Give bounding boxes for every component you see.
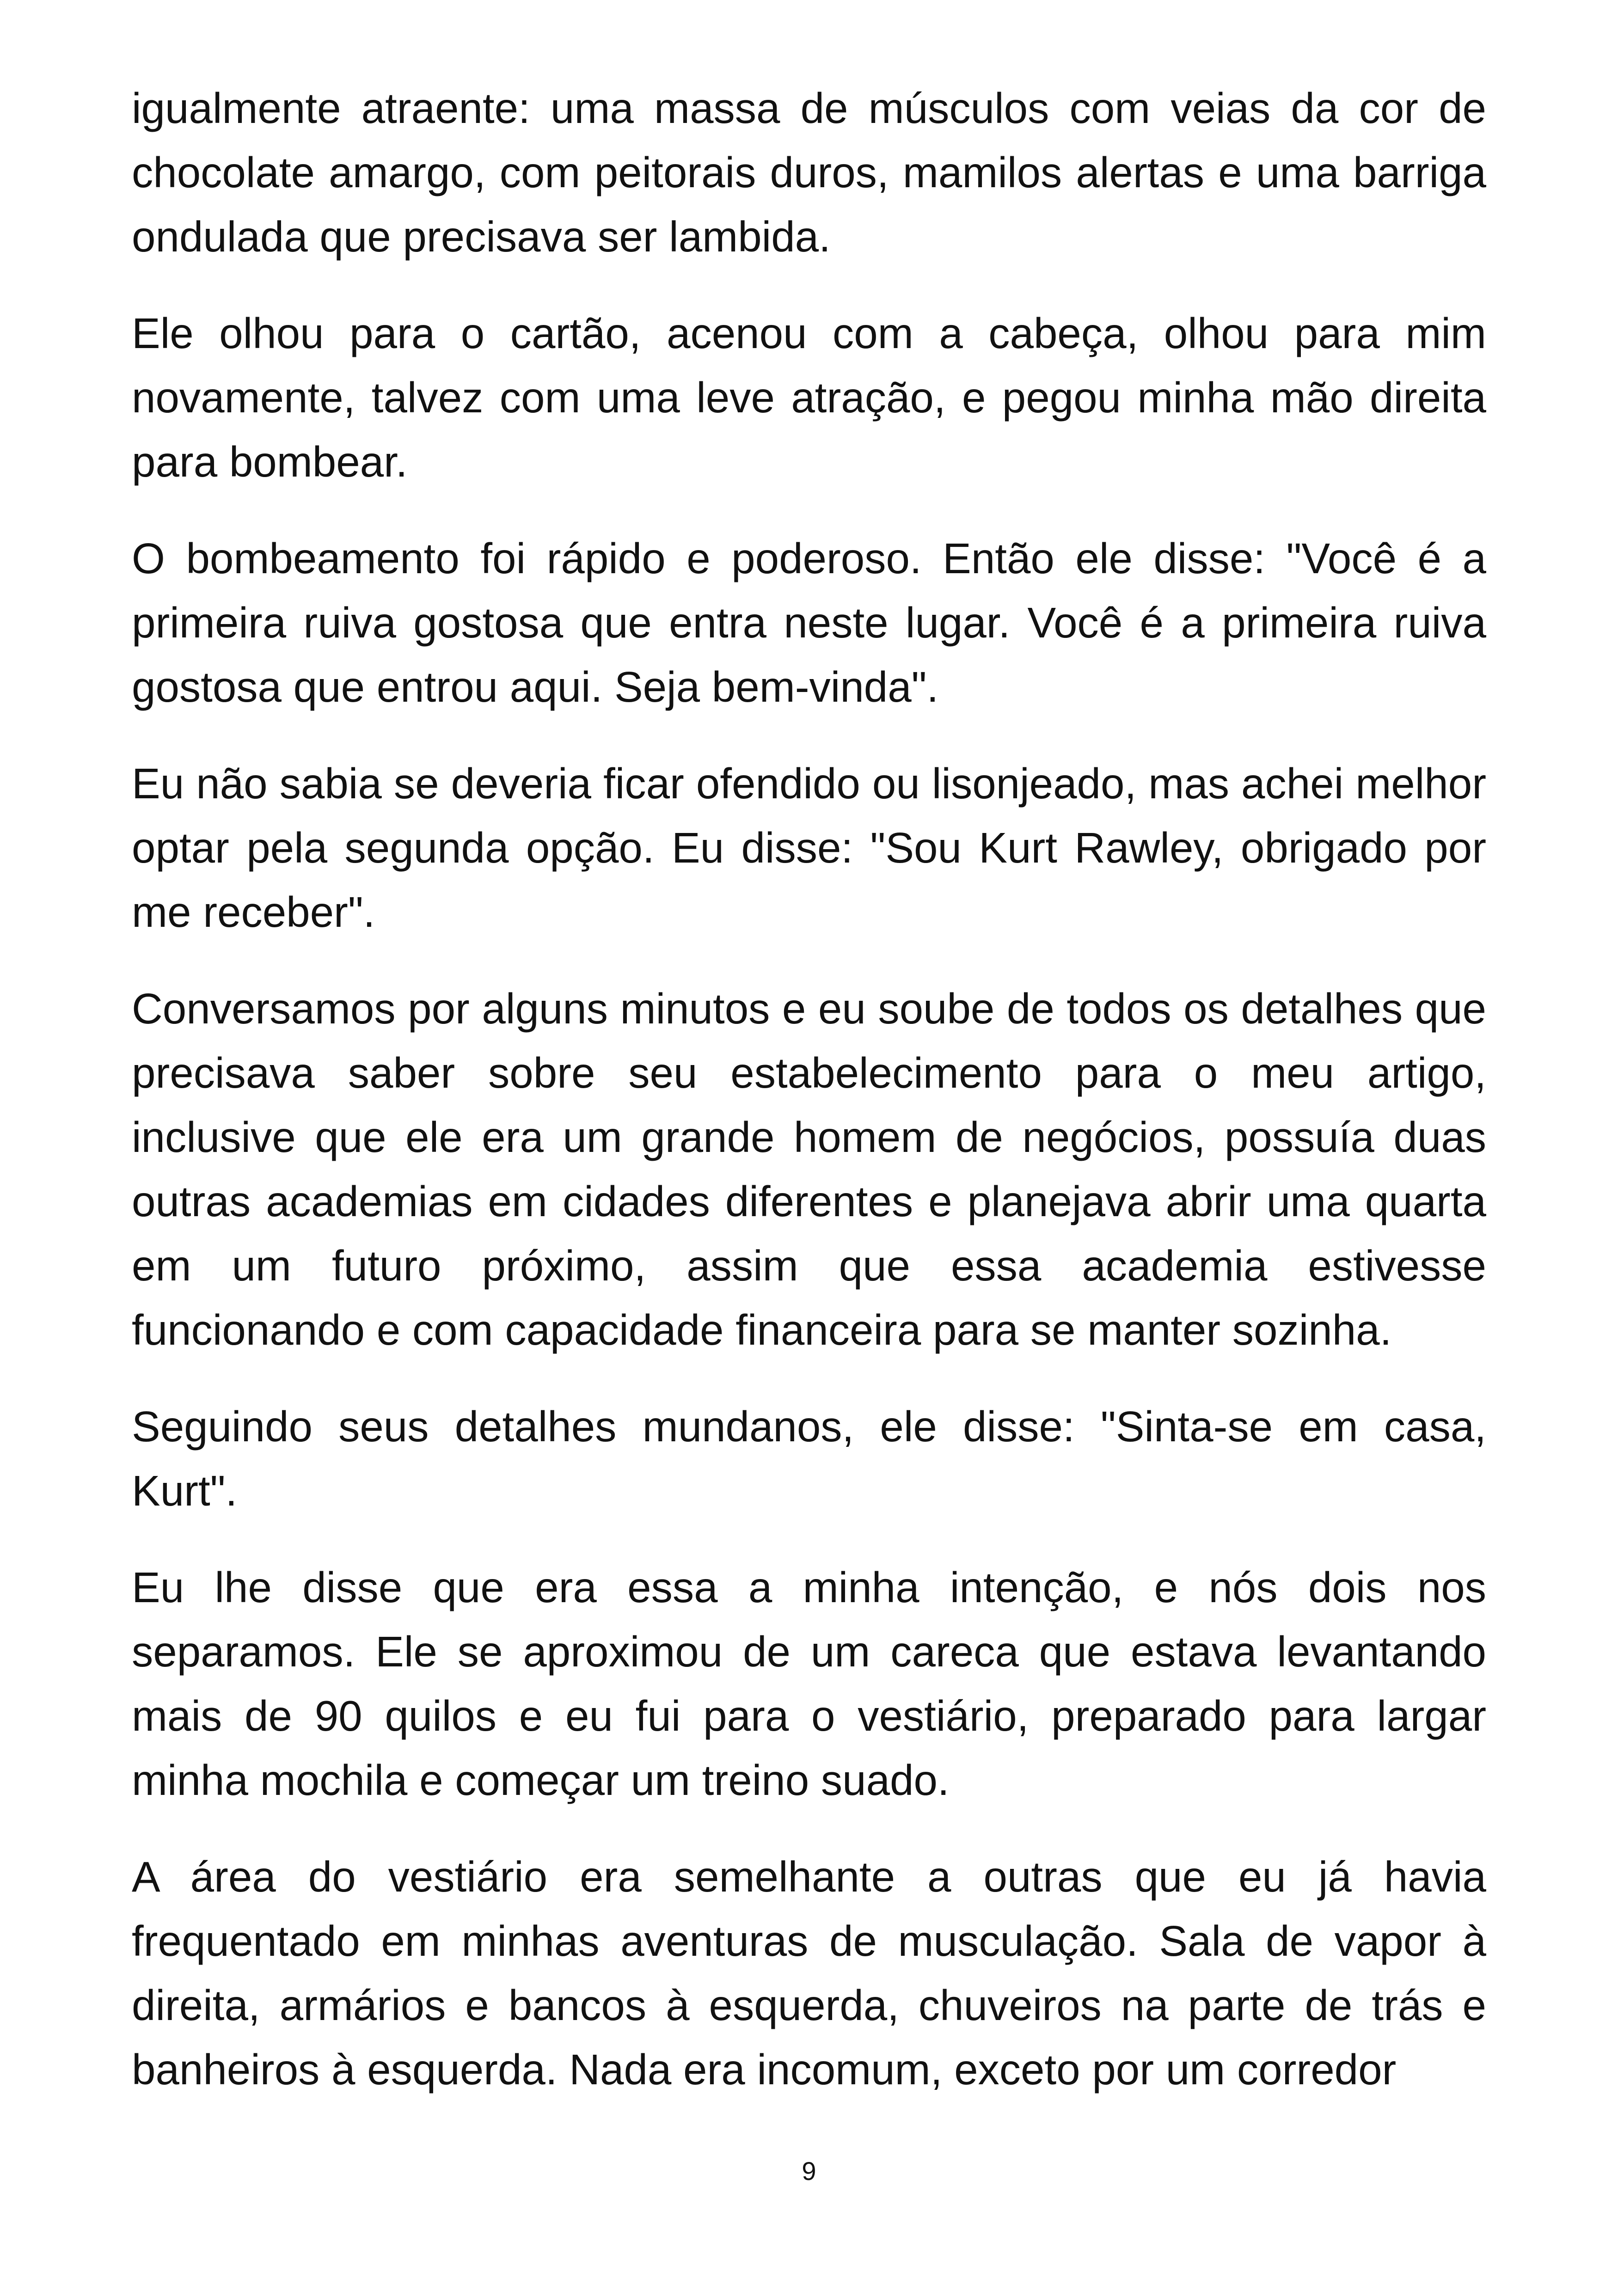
paragraph: Eu lhe disse que era essa a minha intenção, e nós dois nos separamos. Ele se aproximou de um careca que estava levantando mais de 90 quilos e eu fui para o vestiário, preparado para largar minha mochila e começar um treino suado. [132, 1563, 1486, 1804]
paragraph: O bombeamento foi rápido e poderoso. Então ele disse: "Você é a primeira ruiva gostosa que entra neste lugar. Você é a primeira ruiva gostosa que entrou aqui. Seja bem-vinda". [132, 534, 1486, 711]
paragraph: igualmente atraente: uma massa de músculos com veias da cor de chocolate amargo, com peitorais duros, mamilos alertas e uma barriga ondulada que precisava ser lambida. [132, 84, 1486, 261]
paragraph: Ele olhou para o cartão, acenou com a cabeça, olhou para mim novamente, talvez com uma leve atração, e pegou minha mão direita para bombear. [132, 309, 1486, 486]
paragraph: A área do vestiário era semelhante a outras que eu já havia frequentado em minhas aventuras de musculação. Sala de vapor à direita, armários e bancos à esquerda, chuveiros na parte de trás e banheiros à esquerda. Nada era incomum, exceto por um corredor [132, 1853, 1486, 2094]
body-text [132, 76, 1486, 2134]
page-number: 9 [802, 2156, 816, 2186]
paragraph: Conversamos por alguns minutos e eu soube de todos os detalhes que precisava saber sobre seu estabelecimento para o meu artigo, inclusive que ele era um grande homem de negócios, possuía duas outras academias em cidades diferentes e planejava abrir uma quarta em um futuro próximo, assim que essa academia estivesse funcionando e com capacidade financeira para se manter sozinha. [132, 985, 1486, 1354]
paragraph: Seguindo seus detalhes mundanos, ele disse: "Sinta-se em casa, Kurt". [132, 1402, 1486, 1515]
paragraph: Eu não sabia se deveria ficar ofendido ou lisonjeado, mas achei melhor optar pela segunda opção. Eu disse: "Sou Kurt Rawley, obrigado por me receber". [132, 759, 1486, 936]
